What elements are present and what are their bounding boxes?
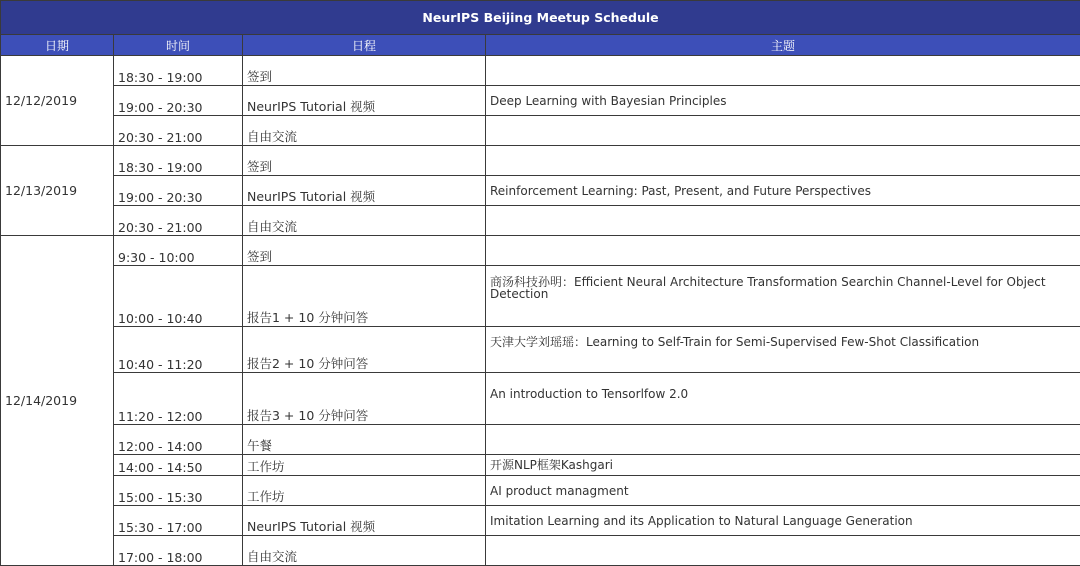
topic-cell: An introduction to Tensorlfow 2.0 [486,373,1080,425]
topic-cell [486,146,1080,176]
time-cell: 12:00 - 14:00 [114,425,243,455]
table-title: NeurIPS Beijing Meetup Schedule [1,1,1080,35]
topic-cell: Reinforcement Learning: Past, Present, and Future Perspectives [486,176,1080,206]
topic-cell: 天津大学刘瑶瑶：Learning to Self-Train for Semi-Supervised Few-Shot Classification [486,327,1080,373]
agenda-cell: 签到 [243,146,486,176]
table-row [1,206,1080,236]
agenda-cell: 签到 [243,236,486,266]
topic-cell: 开源NLP框架Kashgari [486,455,1080,476]
time-cell: 18:30 - 19:00 [114,56,243,86]
table-row [1,236,1080,266]
topic-cell: Imitation Learning and its Application to Natural Language Generation [486,506,1080,536]
time-cell: 10:00 - 10:40 [114,266,243,327]
topic-cell [486,236,1080,266]
agenda-cell: 自由交流 [243,536,486,566]
topic-cell: Deep Learning with Bayesian Principles [486,86,1080,116]
table-row [1,506,1080,536]
time-cell: 17:00 - 18:00 [114,536,243,566]
time-cell: 19:00 - 20:30 [114,176,243,206]
agenda-cell: 报告1 + 10 分钟问答 [243,266,486,327]
time-cell: 10:40 - 11:20 [114,327,243,373]
table-row [1,373,1080,425]
topic-cell: AI product managment [486,476,1080,506]
agenda-cell: 签到 [243,56,486,86]
topic-cell [486,206,1080,236]
time-cell: 11:20 - 12:00 [114,373,243,425]
date-cell: 12/12/2019 [1,56,114,146]
agenda-cell: NeurIPS Tutorial 视频 [243,506,486,536]
topic-cell [486,56,1080,86]
time-cell: 9:30 - 10:00 [114,236,243,266]
agenda-cell: NeurIPS Tutorial 视频 [243,176,486,206]
table-row [1,536,1080,566]
topic-cell [486,536,1080,566]
agenda-cell: 午餐 [243,425,486,455]
topic-cell [486,116,1080,146]
table-row [1,266,1080,327]
agenda-cell: 自由交流 [243,116,486,146]
agenda-cell: 报告2 + 10 分钟问答 [243,327,486,373]
date-cell: 12/14/2019 [1,236,114,566]
time-cell: 20:30 - 21:00 [114,116,243,146]
table-row [1,56,1080,86]
header-row [1,35,1080,56]
table-row [1,116,1080,146]
column-header-topic: 主题 [486,35,1080,56]
topic-cell: 商汤科技孙明：Efficient Neural Architecture Transformation Searchin Channel-Level for Object Detection [486,266,1080,327]
title-row [1,1,1080,35]
time-cell: 15:30 - 17:00 [114,506,243,536]
agenda-cell: NeurIPS Tutorial 视频 [243,86,486,116]
column-header-agenda: 日程 [243,35,486,56]
agenda-cell: 自由交流 [243,206,486,236]
column-header-time: 时间 [114,35,243,56]
time-cell: 20:30 - 21:00 [114,206,243,236]
date-cell: 12/13/2019 [1,146,114,236]
table-row [1,455,1080,476]
table-row [1,86,1080,116]
time-cell: 15:00 - 15:30 [114,476,243,506]
table-row [1,176,1080,206]
column-header-date: 日期 [1,35,114,56]
time-cell: 18:30 - 19:00 [114,146,243,176]
table-row [1,146,1080,176]
table-row [1,476,1080,506]
table-row [1,425,1080,455]
time-cell: 14:00 - 14:50 [114,455,243,476]
time-cell: 19:00 - 20:30 [114,86,243,116]
agenda-cell: 报告3 + 10 分钟问答 [243,373,486,425]
table-row [1,327,1080,373]
agenda-cell: 工作坊 [243,476,486,506]
topic-cell [486,425,1080,455]
agenda-cell: 工作坊 [243,455,486,476]
